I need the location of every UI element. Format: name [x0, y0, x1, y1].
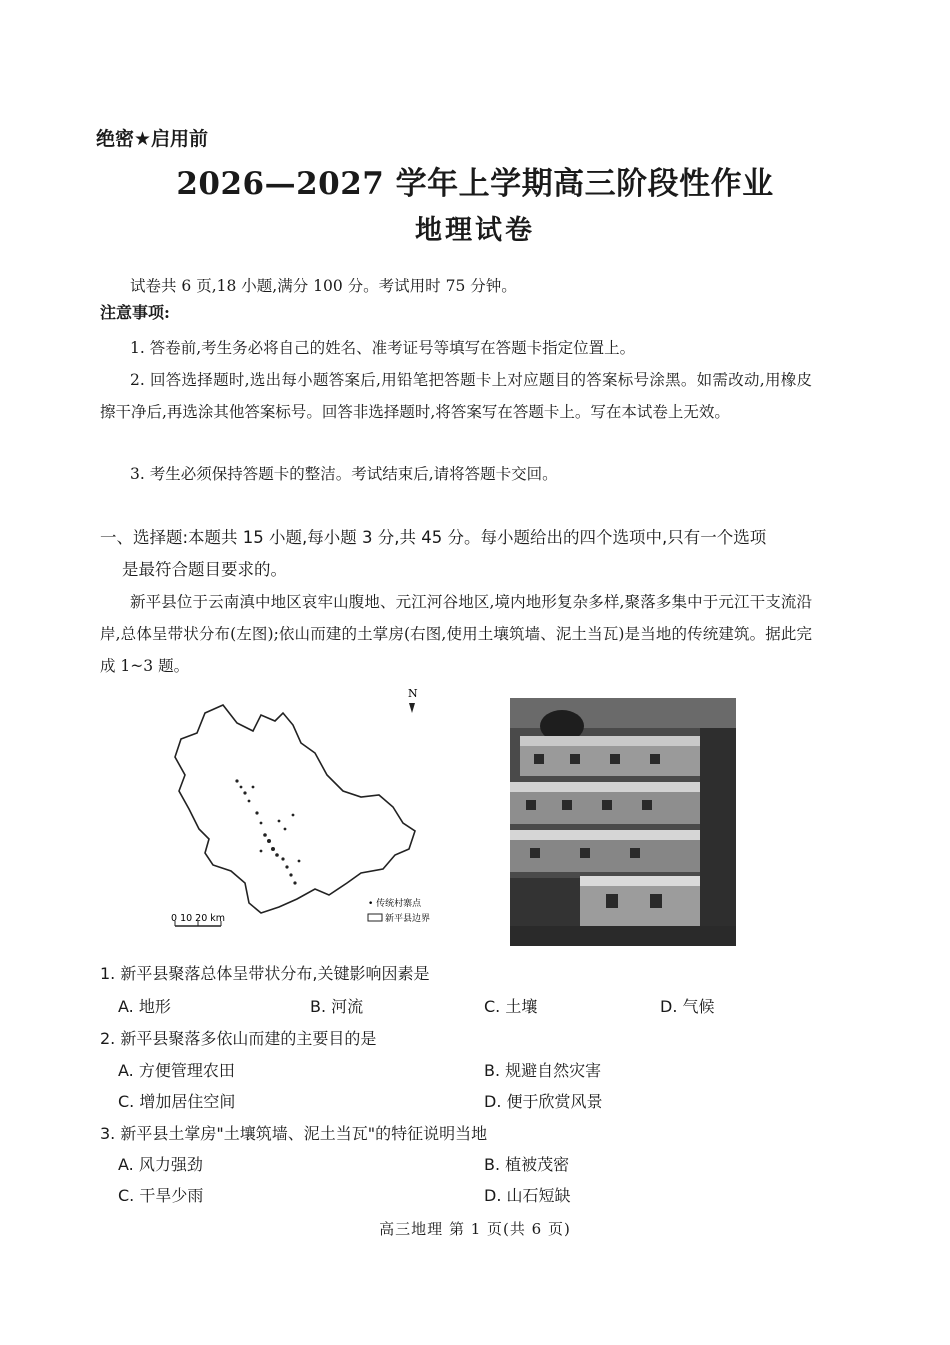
- question-3-option-a: A. 风力强劲: [118, 1155, 203, 1174]
- question-3-option-d: D. 山石短缺: [484, 1186, 571, 1205]
- notice-item-1: 1. 答卷前,考生务必将自己的姓名、准考证号等填写在答题卡指定位置上。: [130, 339, 636, 357]
- scale-label: 0 10 20 km: [171, 913, 226, 924]
- north-label: N: [408, 687, 418, 700]
- question-2-stem: 2. 新平县聚落多依山而建的主要目的是: [100, 1029, 377, 1048]
- question-intro: 新平县位于云南滇中地区哀牢山腹地、元江河谷地区,境内地形复杂多样,聚落多集中于元江干支流沿岸,总体呈带状分布(左图);依山而建的土掌房(右图,使用土壤筑墙、泥土当瓦)是当地的传统建筑。据此完成 1~3 题。: [100, 593, 812, 675]
- legend-border: 新平县边界: [385, 914, 430, 924]
- earthen-house-photo: [510, 698, 736, 946]
- question-2-option-c: C. 增加居住空间: [118, 1092, 236, 1111]
- question-1-option-a: A. 地形: [118, 997, 171, 1016]
- legend-border-swatch: [368, 914, 382, 921]
- question-3-stem: 3. 新平县土掌房"土壤筑墙、泥土当瓦"的特征说明当地: [100, 1124, 488, 1143]
- question-3-option-c: C. 干旱少雨: [118, 1186, 204, 1205]
- county-map-svg: [165, 683, 430, 938]
- question-1-option-b: B. 河流: [310, 997, 364, 1016]
- exam-subject: 地理试卷: [415, 215, 535, 246]
- exam-info: 试卷共 6 页,18 小题,满分 100 分。考试用时 75 分钟。: [130, 277, 517, 295]
- question-2-option-b: B. 规避自然灾害: [484, 1061, 602, 1080]
- section-heading: [100, 522, 812, 586]
- legend-village: • 传统村寨点: [368, 899, 422, 909]
- notice-item-2: 2. 回答选择题时,选出每小题答案后,用铅笔把答题卡上对应题目的答案标号涂黑。如需改动,用橡皮擦干净后,再选涂其他答案标号。回答非选择题时,将答案写在答题卡上。写在本试卷上无效。: [100, 371, 812, 421]
- village-points: [235, 779, 300, 884]
- earthen-house-photo-svg: [510, 698, 736, 946]
- question-1-option-d: D. 气候: [660, 997, 715, 1016]
- question-2-option-d: D. 便于欣赏风景: [484, 1092, 603, 1111]
- question-1-option-c: C. 土壤: [484, 997, 538, 1016]
- notice-heading: 注意事项:: [100, 303, 170, 322]
- section-heading-line1: 一、选择题:本题共 15 小题,每小题 3 分,共 45 分。每小题给出的四个选项中,只有一个选项: [100, 528, 767, 547]
- exam-title: 2026—2027 学年上学期高三阶段性作业: [176, 166, 774, 202]
- confidential-label: 绝密★启用前: [96, 128, 209, 150]
- north-arrow-icon: [409, 703, 415, 713]
- notice-item-3: 3. 考生必须保持答题卡的整洁。考试结束后,请将答题卡交回。: [130, 465, 558, 483]
- question-2-option-a: A. 方便管理农田: [118, 1061, 235, 1080]
- page-footer: 高三地理 第 1 页(共 6 页): [379, 1220, 571, 1238]
- county-map: [165, 683, 430, 938]
- question-3-option-b: B. 植被茂密: [484, 1155, 570, 1174]
- question-1-stem: 1. 新平县聚落总体呈带状分布,关键影响因素是: [100, 964, 430, 983]
- section-heading-line2: 是最符合题目要求的。: [122, 560, 287, 579]
